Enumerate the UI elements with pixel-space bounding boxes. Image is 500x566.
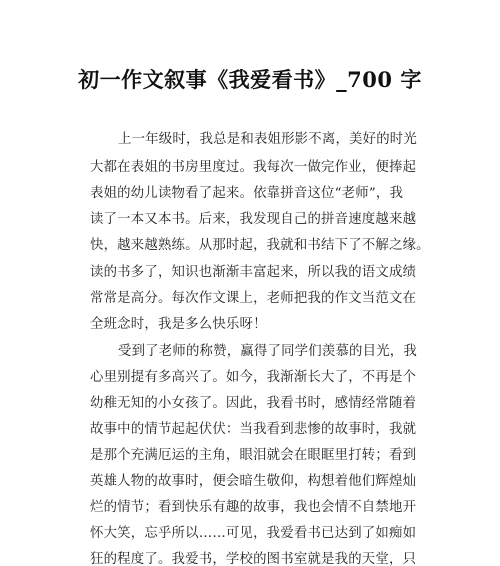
- paragraph-line: 怀大笑，忘乎所以……可见，我爱看书已达到了如痴如: [90, 526, 417, 541]
- paragraph-line: 表姐的幼儿读物看了起来。依靠拼音这位“老师”，我: [90, 186, 404, 201]
- paragraph-line: 读了一本又本书。后来，我发现自己的拼音速度越来越: [90, 212, 417, 227]
- paragraph-line: 是那个充满厄运的主角，眼泪就会在眼眶里打转；看到: [90, 448, 417, 463]
- paragraph-line: 心里别提有多高兴了。如今，我渐渐长大了，不再是个: [90, 370, 417, 385]
- paragraph-line: 故事中的情节起起伏伏：当我看到悲惨的故事时，我就: [90, 422, 417, 437]
- paragraph-line: 烂的情节；看到快乐有趣的故事，我也会情不自禁地开: [90, 500, 417, 515]
- paragraph-line: 幼稚无知的小女孩了。因此，我看书时，感情经常随着: [90, 396, 417, 411]
- paragraph-line: 全班念时，我是多么快乐呀！: [90, 317, 267, 332]
- document-title: 初一作文叙事《我爱看书》_700 字: [78, 67, 422, 92]
- paragraph-line: 常常是高分。每次作文课上，老师把我的作文当范文在: [90, 291, 417, 306]
- paragraph-line: 读的书多了，知识也渐渐丰富起来，所以我的语文成绩: [90, 265, 417, 280]
- paragraph-line: 大都在表姐的书房里度过。我每次一做完作业，便捧起: [90, 160, 417, 175]
- paragraph-line: 英雄人物的故事时，便会暗生敬仰，构想着他们辉煌灿: [90, 474, 417, 489]
- paragraph-line: 狂的程度了。我爱书，学校的图书室就是我的天堂，只: [90, 552, 417, 566]
- paragraph-line: 受到了老师的称赞，赢得了同学们羡慕的目光，我: [118, 344, 417, 359]
- paragraph-line: 上一年级时，我总是和表姐形影不离，美好的时光: [118, 132, 417, 147]
- paragraph-line: 快，越来越熟练。从那时起，我就和书结下了不解之缘。: [90, 238, 430, 253]
